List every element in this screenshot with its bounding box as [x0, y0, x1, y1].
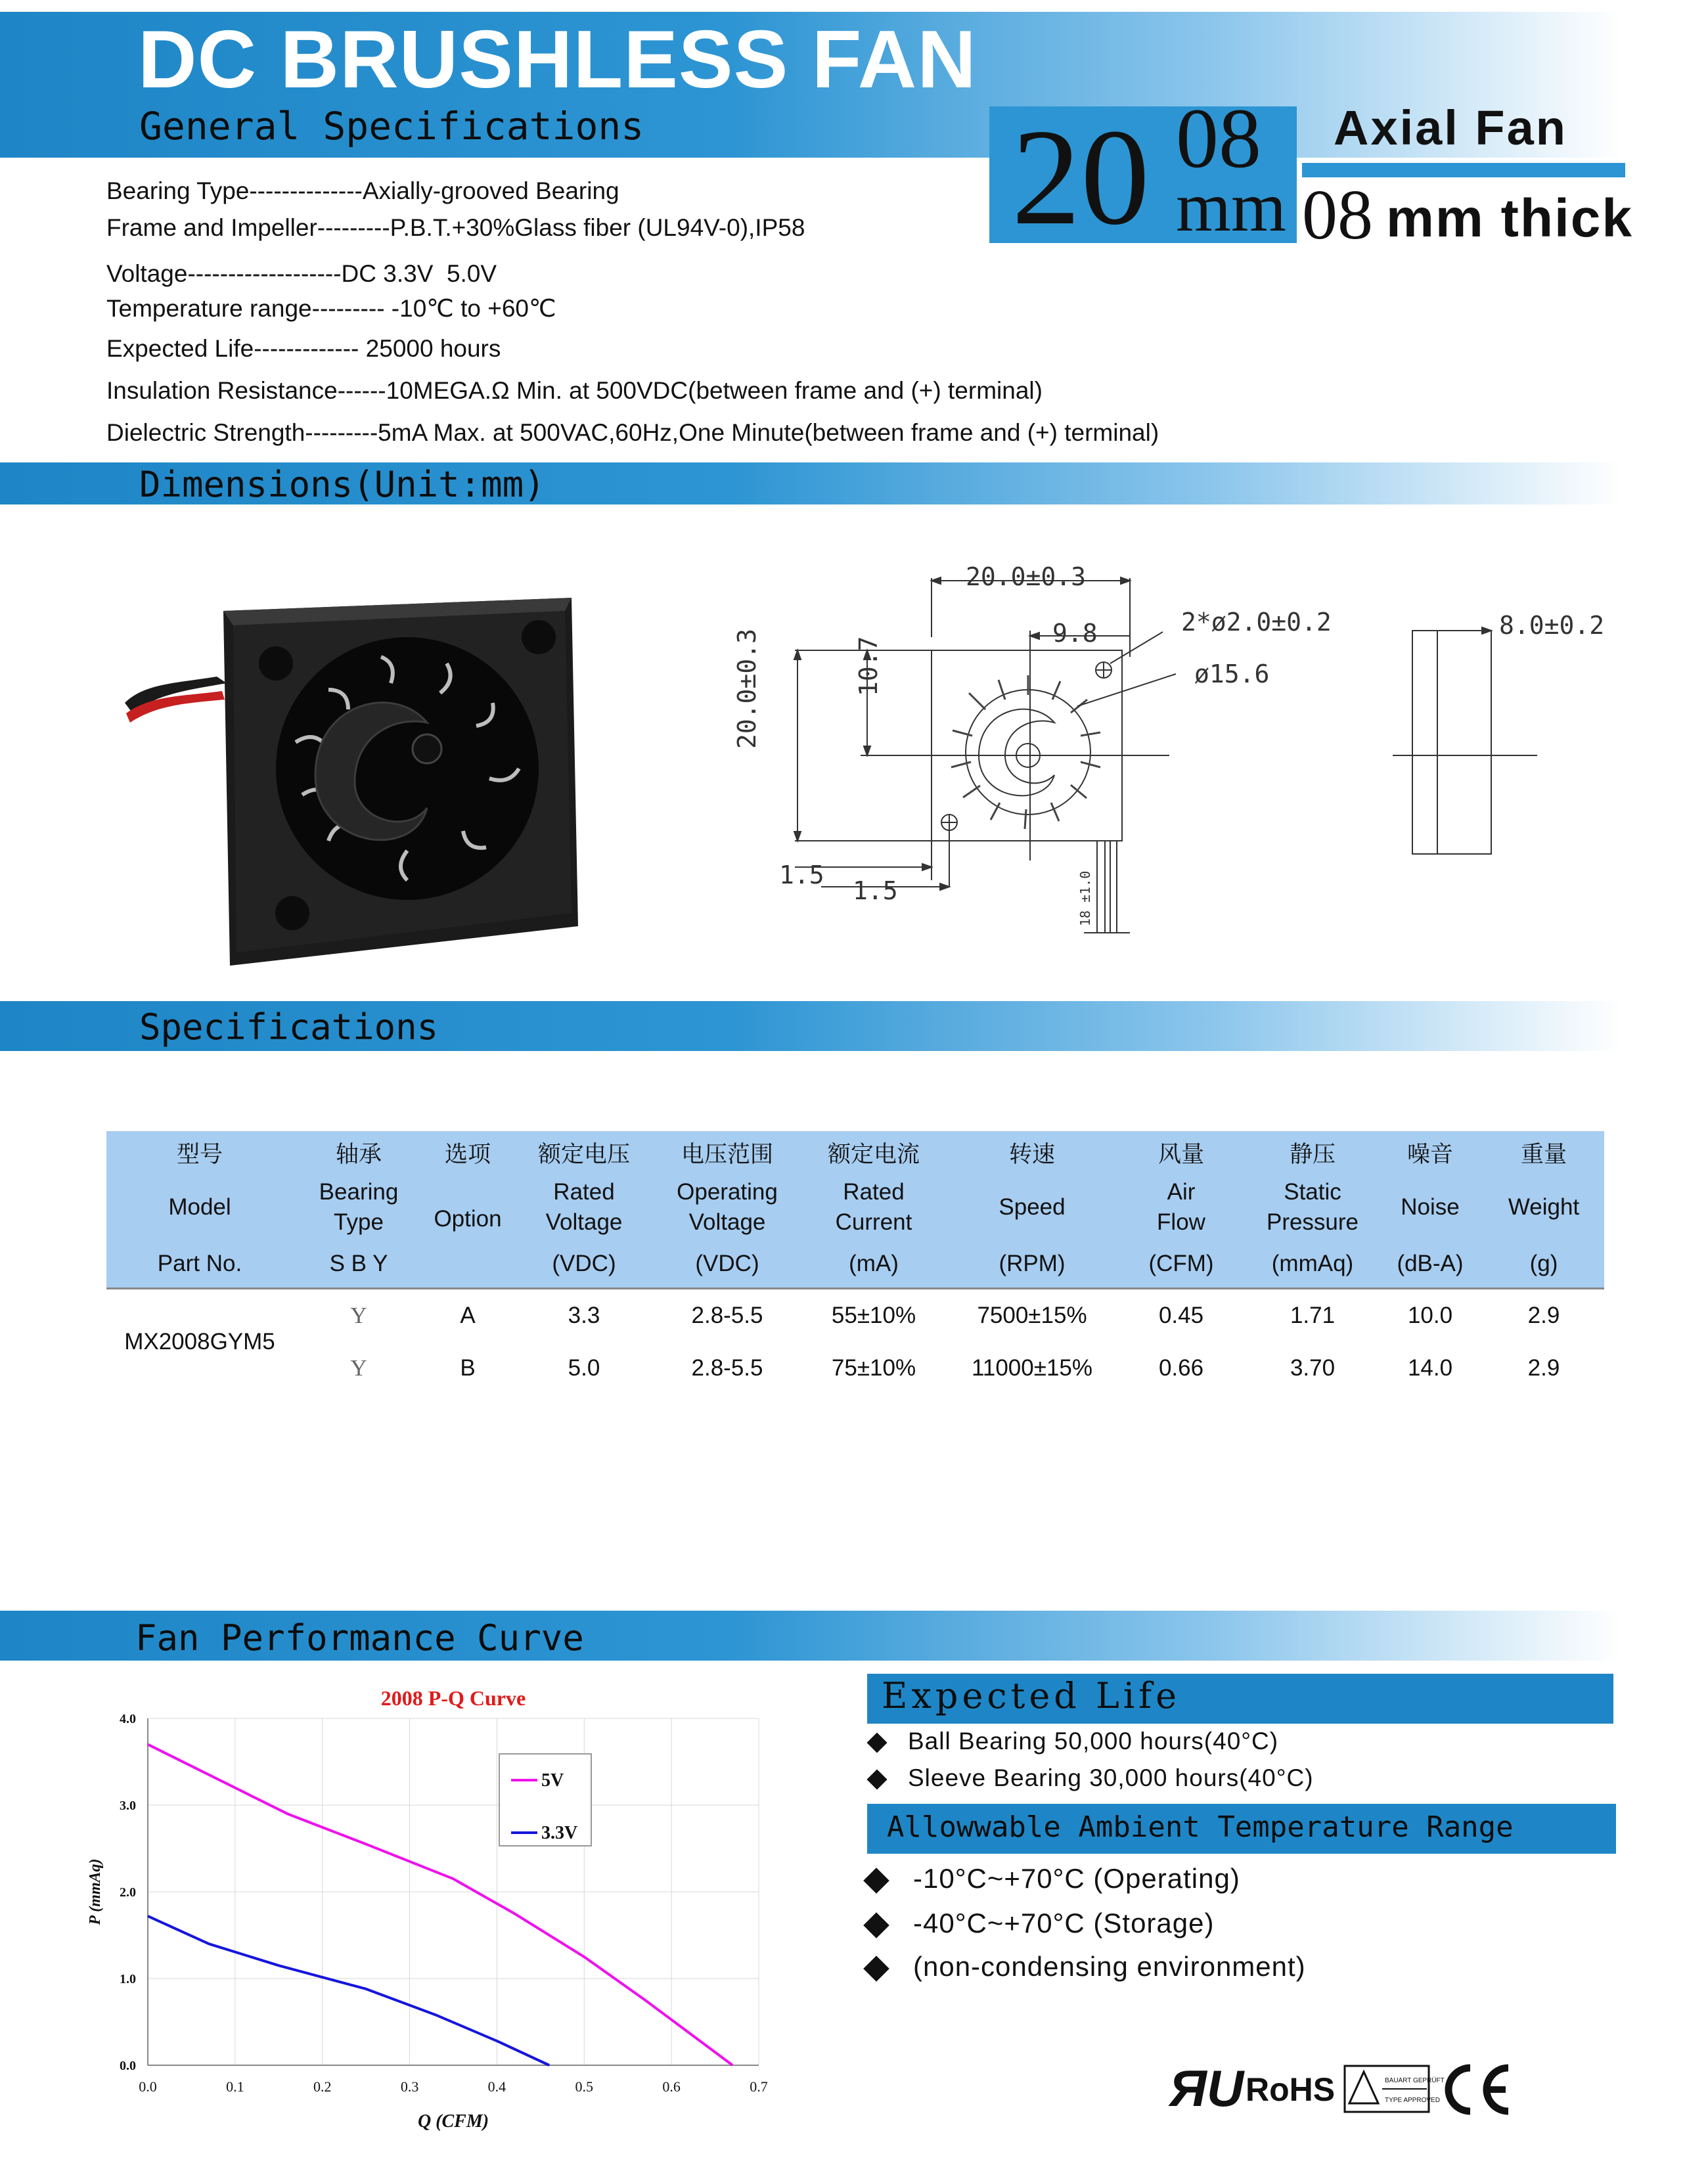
series-line-33V	[148, 1916, 549, 2065]
y-tick-label: 4.0	[120, 1712, 136, 1726]
thick-label: mm thick	[1386, 189, 1633, 248]
general-specs-title: General Specifications	[139, 104, 644, 148]
mount-hole-icon	[259, 646, 293, 681]
col-header-cn: 风量	[1114, 1131, 1248, 1175]
diamond-bullet-icon	[866, 1770, 887, 1790]
table-row	[106, 1289, 1604, 1343]
thick-value: 08	[1302, 176, 1373, 254]
col-header-cn: 重量	[1483, 1131, 1604, 1175]
y-tick-label: 1.0	[120, 1972, 136, 1986]
spec-frame-impeller: Frame and Impeller---------P.B.T.+30%Glass fiber (UL94V-0),IP58	[106, 214, 805, 241]
col-header-unit: S B Y	[293, 1240, 424, 1289]
col-header-en: Weight	[1483, 1175, 1604, 1240]
col-header-en: Operating Voltage	[657, 1175, 798, 1240]
col-header-cn: 额定电压	[511, 1131, 657, 1175]
col-header-cn: 电压范围	[657, 1131, 798, 1175]
col-header-en: Speed	[950, 1175, 1114, 1240]
y-tick-label: 3.0	[120, 1799, 136, 1813]
ul-logo-icon	[1169, 2059, 1244, 2117]
dim-margin-left-label: 1.5	[779, 861, 824, 889]
dim-height-label: 20.0±0.3	[732, 628, 761, 749]
dim-thickness-label: 8.0±0.2	[1499, 611, 1605, 640]
spec-bearing-type: Bearing Type--------------Axially-grooved Bearing	[106, 177, 619, 204]
y-axis-title: P (mmAq)	[87, 1858, 104, 1925]
col-header-en: Bearing Type	[293, 1175, 424, 1240]
col-header-unit: (VDC)	[657, 1240, 798, 1289]
col-header-cn: 额定电流	[798, 1131, 950, 1175]
spec-insulation-resistance: Insulation Resistance------10MEGA.Ω Min. at 500VDC(between frame and (+) terminal)	[106, 377, 1043, 404]
diamond-bullet-icon	[866, 1733, 887, 1753]
table-cell: 10.0	[1377, 1289, 1483, 1343]
spec-header-unit	[106, 1240, 1604, 1289]
spec-expected-life: Expected Life------------- 25000 hours	[106, 335, 501, 362]
col-header-cn: 轴承	[293, 1131, 424, 1175]
spec-header-en	[106, 1175, 1604, 1240]
table-cell: B	[460, 1355, 476, 1381]
spec-table	[106, 1131, 1604, 1395]
diamond-bullet-icon	[863, 1868, 889, 1894]
x-tick-label: 0.4	[487, 2078, 506, 2095]
page-title: DC BRUSHLESS FAN	[138, 14, 977, 105]
table-cell: 5.0	[568, 1355, 600, 1381]
table-cell: 0.45	[1114, 1289, 1248, 1343]
dim-center-v-label: 10.7	[854, 636, 883, 696]
rohs-logo: RoHS	[1246, 2071, 1336, 2108]
dim-margin-bottom-label: 1.5	[853, 876, 898, 905]
col-header-cn: 型号	[106, 1131, 293, 1175]
diamond-bullet-icon	[863, 1956, 889, 1982]
x-tick-label: 0.7	[750, 2078, 768, 2095]
col-header-cn: 噪音	[1377, 1131, 1483, 1175]
ce-logo-icon	[1437, 2061, 1516, 2118]
y-tick-label: 2.0	[120, 1885, 136, 1900]
performance-title: Fan Performance Curve	[135, 1617, 584, 1659]
expected-life-item: Ball Bearing 50,000 hours(40°C)	[870, 1728, 1278, 1755]
x-tick-label: 0.0	[139, 2078, 157, 2095]
col-header-en: Option	[424, 1175, 511, 1240]
col-header-unit: (RPM)	[950, 1240, 1114, 1289]
x-axis-title: Q (CFM)	[417, 2111, 489, 2132]
temperature-title: Allowwable Ambient Temperature Range	[887, 1810, 1514, 1844]
table-cell: 0.66	[1158, 1355, 1204, 1381]
x-tick-label: 0.3	[400, 2078, 419, 2095]
table-cell: Y	[293, 1289, 424, 1343]
tuv-logo-top: BAUART GEPRÜFT	[1385, 2077, 1445, 2084]
mount-hole-icon	[275, 896, 309, 930]
temperature-item: (non-condensing environment)	[867, 1951, 1306, 1982]
dim-wire-label: 18 ±1.0	[1077, 870, 1093, 926]
specifications-title: Specifications	[139, 1006, 439, 1048]
dimensions-title: Dimensions(Unit:mm)	[139, 464, 545, 505]
col-header-en: Air Flow	[1114, 1175, 1248, 1240]
x-tick-label: 0.5	[575, 2078, 594, 2095]
col-header-unit: (CFM)	[1114, 1240, 1248, 1289]
expected-life-item: Sleeve Bearing 30,000 hours(40°C)	[870, 1764, 1314, 1792]
table-cell: 14.0	[1407, 1355, 1453, 1381]
col-header-unit: (g)	[1483, 1240, 1604, 1289]
spec-temperature-range: Temperature range--------- -10℃ to +60℃	[106, 295, 556, 322]
table-cell: 3.70	[1290, 1355, 1336, 1381]
tuv-logo-bottom: TYPE APPROVED	[1385, 2097, 1440, 2104]
table-cell: 2.9	[1527, 1355, 1560, 1381]
col-header-unit	[424, 1240, 511, 1289]
spec-dielectric-strength: Dielectric Strength---------5mA Max. at 500VAC,60Hz,One Minute(between frame and (+) terminal)	[106, 419, 1159, 446]
col-header-unit: (mmAq)	[1248, 1240, 1377, 1289]
col-header-cn: 静压	[1248, 1131, 1377, 1175]
temperature-item: -10°C~+70°C (Operating)	[867, 1863, 1240, 1894]
col-header-en: Rated Current	[798, 1175, 950, 1240]
table-cell: 75±10%	[831, 1355, 916, 1381]
table-cell: 1.71	[1248, 1289, 1377, 1343]
dim-half-offset-label: 9.8	[1052, 619, 1098, 648]
size-unit: mm	[1176, 168, 1287, 246]
col-header-en: Noise	[1377, 1175, 1483, 1240]
col-header-unit: Part No.	[106, 1240, 293, 1289]
temperature-item: -40°C~+70°C (Storage)	[867, 1908, 1214, 1939]
x-tick-label: 0.6	[662, 2078, 681, 2095]
col-header-unit: (VDC)	[511, 1240, 657, 1289]
col-header-cn: 转速	[950, 1131, 1114, 1175]
mount-hole-icon	[522, 620, 556, 654]
dimension-drawing-side	[1380, 611, 1550, 861]
col-header-en: Static Pressure	[1248, 1175, 1377, 1240]
model-cell: MX2008GYM5	[106, 1289, 293, 1395]
table-cell: 2.8-5.5	[691, 1355, 763, 1381]
table-cell: Y	[350, 1355, 367, 1381]
col-header-cn: 选项	[424, 1131, 511, 1175]
x-tick-label: 0.1	[226, 2078, 244, 2095]
table-cell: 11000±15%	[972, 1355, 1092, 1381]
dim-width-label: 20.0±0.3	[966, 562, 1087, 591]
table-cell: A	[424, 1289, 511, 1343]
x-tick-label: 0.2	[313, 2078, 332, 2095]
tuv-logo-icon	[1344, 2065, 1445, 2113]
chart-title: 2008 P-Q Curve	[380, 1686, 526, 1710]
table-cell: 7500±15%	[950, 1289, 1114, 1343]
dimension-drawing-front	[755, 558, 1169, 952]
table-cell: 55±10%	[798, 1289, 950, 1343]
dim-holes-label: 2*ø2.0±0.2	[1181, 608, 1332, 637]
dim-hub-label: ø15.6	[1194, 660, 1270, 688]
legend-label: 5V	[541, 1770, 564, 1791]
size-thickness: 08	[1176, 91, 1261, 186]
pq-curve-chart	[72, 1675, 795, 2148]
spec-header-cn	[106, 1131, 1604, 1175]
expected-life-title: Expected Life	[882, 1675, 1181, 1716]
size-main: 20	[1012, 101, 1150, 254]
table-cell: 2.9	[1483, 1289, 1604, 1343]
fan-type-label: Axial Fan	[1334, 101, 1567, 155]
svg-text:ЯU: ЯU	[1169, 2059, 1244, 2117]
spec-voltage: Voltage-------------------DC 3.3V 5.0V	[106, 260, 497, 287]
y-tick-label: 0.0	[120, 2059, 136, 2073]
col-header-en: Model	[106, 1175, 293, 1240]
col-header-unit: (dB-A)	[1377, 1240, 1483, 1289]
legend-label: 3.3V	[541, 1823, 578, 1843]
diamond-bullet-icon	[863, 1912, 889, 1938]
table-cell: 3.3	[511, 1289, 657, 1343]
table-row	[106, 1342, 1604, 1395]
col-header-en: Rated Voltage	[511, 1175, 657, 1240]
table-cell: 2.8-5.5	[657, 1289, 798, 1343]
col-header-unit: (mA)	[798, 1240, 950, 1289]
fan-product-photo	[118, 585, 578, 972]
